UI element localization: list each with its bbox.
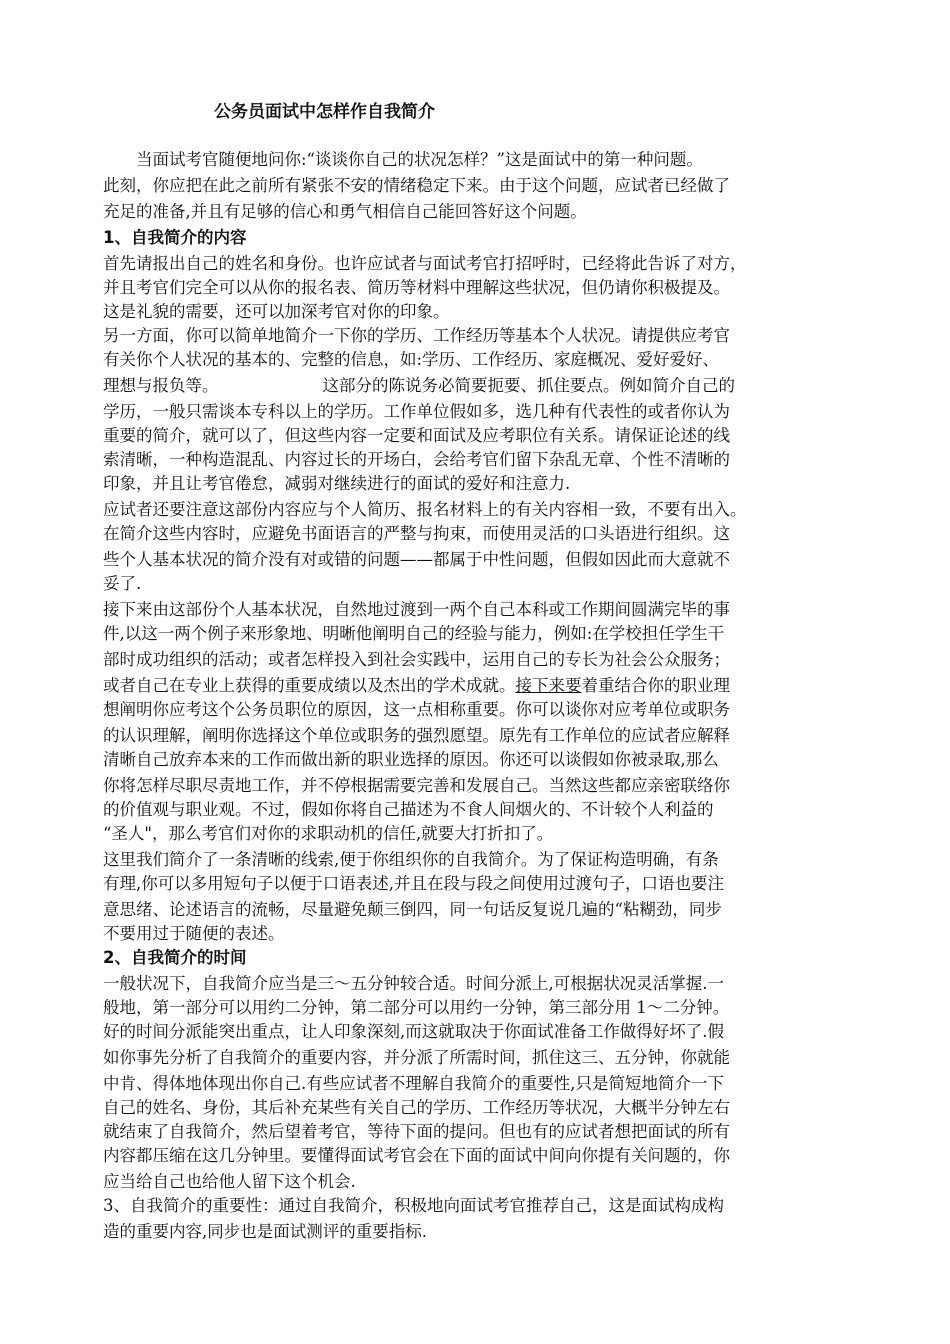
paragraph-line: 想阐明你应考这个公务员职位的原因，这一点相称重要。你可以谈你对应考单位或职务 (103, 700, 730, 719)
paragraph-line: 意思绪、论述语言的流畅，尽量避免颠三倒四，同一句话反复说几遍的“粘糊劲，同步 (103, 900, 722, 919)
paragraph-line: 有理,你可以多用短句子以便于口语表述,并且在段与段之间使用过渡句子，口语也要注 (103, 874, 724, 893)
paragraph-line: “圣人"，那么考官们对你的求职动机的信任,就要大打折扣了。 (103, 824, 554, 843)
text-span: 着重结合你的职业理 (581, 676, 730, 695)
paragraph-line: 并且考官们完全可以从你的报名表、简历等材料中理解这些状况，但仍请你积极提及。 (103, 278, 730, 297)
paragraph-line: 有关你个人状况的基本的、完整的信息，如:学历、工作经历、家庭概况、爱好爱好、 (103, 350, 720, 369)
paragraph-line: 不要用过于随便的表述。 (103, 924, 285, 943)
paragraph-line: 印象，并且让考官倦怠，减弱对继续进行的面试的爱好和注意力. (103, 474, 571, 493)
paragraph-line: 索清晰，一种构造混乱、内容过长的开场白，会给考官们留下杂乱无章、个性不清晰的 (103, 450, 730, 469)
paragraph-line: 部时成功组织的活动；或者怎样投入到社会实践中，运用自己的专长为社会公众服务； (103, 650, 730, 669)
paragraph-line (103, 674, 730, 698)
paragraph-line (103, 374, 735, 398)
paragraph-line: 般地，第一部分可以用约二分钟，第二部分可以用约一分钟，第三部分用 1～二分钟。 (103, 998, 730, 1017)
underlined-text: 接下来要 (515, 676, 582, 695)
paragraph-line: 这里我们简介了一条清晰的线索,便于你组织你的自我简介。为了保证构造明确，有条 (103, 850, 719, 869)
paragraph-line: 在简介这些内容时，应避免书面语言的严整与拘束，而使用灵活的口头语进行组织。这 (103, 524, 730, 543)
paragraph-line: 另一方面，你可以简单地简介一下你的学历、工作经历等基本个人状况。请提供应考官 (103, 326, 730, 345)
paragraph-line: 3、自我简介的重要性：通过自我简介，积极地向面试考官推荐自己，这是面试构成构 (103, 1196, 724, 1215)
paragraph-line: 内容都压缩在这几分钟里。要懂得面试考官会在下面的面试中间向你提有关问题的，你 (103, 1146, 730, 1165)
paragraph-line: 好的时间分派能突出重点，让人印象深刻,而这就取决于你面试准备工作做得好坏了.假 (103, 1022, 724, 1041)
paragraph-line: 一般状况下，自我简介应当是三～五分钟较合适。时间分派上,可根据状况灵活掌握.一 (103, 974, 724, 993)
intro-line: 当面试考官随便地问你:“谈谈你自己的状况怎样？”这是面试中的第一种问题。 (136, 150, 703, 169)
paragraph-line: 清晰自己放弃本来的工作而做出新的职业选择的原因。你还可以谈假如你被录取,那么 (103, 750, 719, 769)
paragraph-line: 造的重要内容,同步也是面试测评的重要指标. (103, 1222, 427, 1241)
paragraph-line: 这是礼貌的需要，还可以加深考官对你的印象。 (103, 302, 450, 321)
text-span: 这部分的陈说务必简要扼要、抓住要点。例如简介自己的 (322, 376, 735, 395)
text-span: 理想与报负等。 (103, 376, 219, 395)
paragraph-line: 件,以这一两个例子来形象地、明晰他阐明自己的经验与能力，例如:在学校担任学生干 (103, 624, 725, 643)
paragraph-line: 接下来由这部份个人基本状况，自然地过渡到一两个自己本科或工作期间圆满完毕的事 (103, 600, 730, 619)
paragraph-line: 妥了. (103, 574, 142, 593)
text-span: 或者自己在专业上获得的重要成绩以及杰出的学术成就。 (103, 676, 516, 695)
paragraph-line: 的认识理解，阐明你选择这个单位或职务的强烈愿望。原先有工作单位的应试者应解释 (103, 726, 730, 745)
intro-line: 此刻，你应把在此之前所有紧张不安的情绪稳定下来。由于这个问题，应试者已经做了 (103, 176, 730, 195)
document-title: 公务员面试中怎样作自我简介 (214, 102, 435, 122)
intro-line: 充足的准备,并且有足够的信心和勇气相信自己能回答好这个问题。 (103, 202, 587, 221)
section-heading: 2、自我简介的时间 (103, 948, 247, 967)
paragraph-line: 如你事先分析了自我简介的重要内容，并分派了所需时间，抓住这三、五分钟，你就能 (103, 1048, 730, 1067)
paragraph-line: 就结束了自我简介，然后望着考官，等待下面的提问。但也有的应试者想把面试的所有 (103, 1122, 730, 1141)
paragraph-line: 重要的简介，就可以了，但这些内容一定要和面试及应考职位有关系。请保证论述的线 (103, 426, 730, 445)
paragraph-line: 的价值观与职业观。不过，假如你将自己描述为不食人间烟火的、不计较个人利益的 (103, 800, 714, 819)
paragraph-line: 中肯、得体地体现出你自己.有些应试者不理解自我简介的重要性,只是简短地简介一下 (103, 1074, 724, 1093)
paragraph-line: 应试者还要注意这部份内容应与个人简历、报名材料上的有关内容相一致，不要有出入。 (103, 500, 747, 519)
paragraph-line: 学历，一般只需谈本专科以上的学历。工作单位假如多，选几种有代表性的或者你认为 (103, 402, 730, 421)
paragraph-line: 首先请报出自己的姓名和身份。也许应试者与面试考官打招呼时，已经将此告诉了对方， (103, 254, 747, 273)
section-heading: 1、自我简介的内容 (103, 228, 247, 247)
paragraph-line: 你将怎样尽职尽责地工作，并不停根据需要完善和发展自己。当然这些都应亲密联络你 (103, 776, 730, 795)
paragraph-line: 应当给自己也给他人留下这个机会. (103, 1172, 356, 1191)
paragraph-line: 自己的姓名、身份，其后补充某些有关自己的学历、工作经历等状况，大概半分钟左右 (103, 1098, 730, 1117)
paragraph-line: 些个人基本状况的简介没有对或错的问题——都属于中性问题，但假如因此而大意就不 (103, 550, 730, 569)
